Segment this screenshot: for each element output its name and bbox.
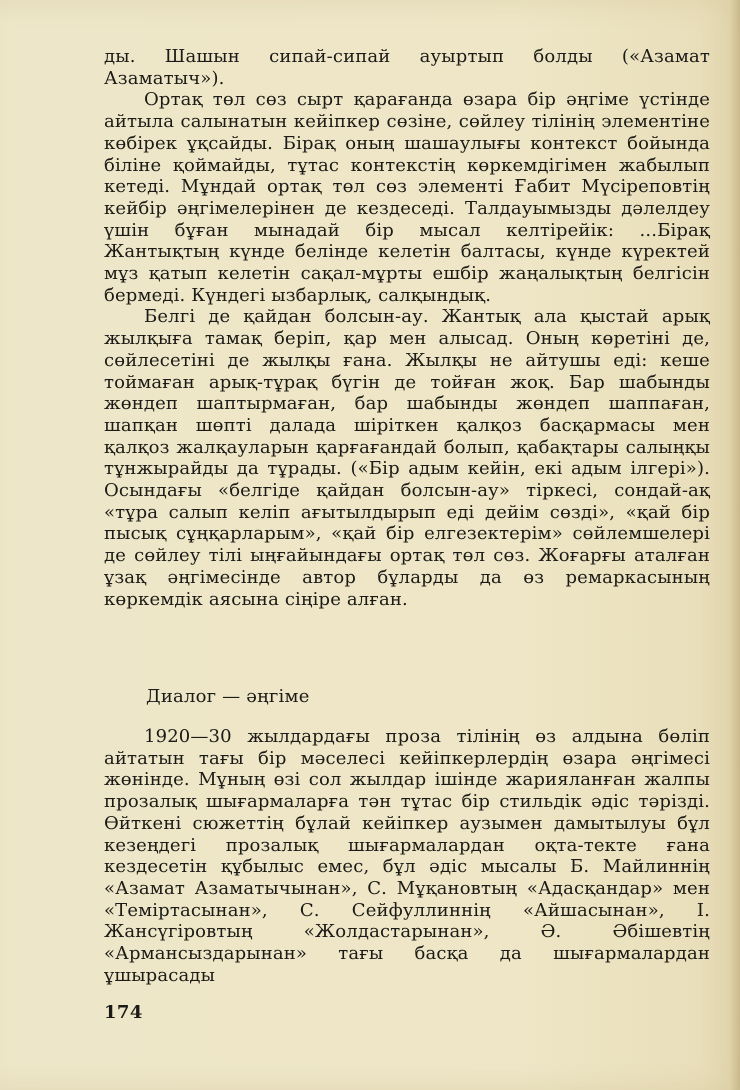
section-heading: Диалог — әңгіме	[146, 686, 310, 707]
body-text-part-two	[104, 726, 710, 986]
paragraph-dialog-intro: 1920—30 жылдардағы проза тілінің өз алдына бөліп айтатын тағы бір мәселесі кейіпкерлердің өзара әңгімесі жөнінде. Мұның өзі сол жылдар ішінде жарияланған жалпы прозалық шығармаларға тән тұтас бір стильдік әдіс тәрізді. Өйткені сюжеттің бұлай кейіпкер аузымен дамытылуы бұл кезеңдегі прозалық шығармалардан оқта-текте ғана кездесетін құбылыс емес, бұл әдіс мысалы Б. Майлиннің «Азамат Азаматычынан», С. Мұқановтың «Адасқандар» мен «Теміртасынан», С. Сейфуллиннің «Айшасынан», І. Жансүгіровтың «Жолдастарынан», Ә. Әбішевтің «Армансыздарынан» тағы басқа да шығармалардан ұшырасады	[104, 726, 710, 986]
body-text-part-one	[104, 46, 710, 610]
page-number: 174	[104, 1002, 143, 1023]
page-edge-shadow	[730, 0, 740, 1090]
paragraph-continuation: ды. Шашын сипай-сипай ауыртып болды («Азамат Азаматыч»).	[104, 46, 710, 89]
paragraph-belgi-de: Белгі де қайдан болсын-ау. Жантық ала қыстай арық жылқыға тамақ беріп, қар мен алысад. Оның көретіні де, сөйлесетіні де жылқы ғана. Жылқы не айтушы еді: кеше тоймаған арық-тұрақ бүгін де тойған жоқ. Бар шабынды жөндеп шаптырмаған, бар шабынды жөндеп шаппаған, шапқан шөпті далада шіріткен қалқоз басқармасы мен қалқоз жалқауларын қарғағандай болып, қабақтары салыңқы тұнжырайды да тұрады. («Бір адым кейін, екі адым ілгері»). Осындағы «белгіде қайдан болсын-ау» тіркесі, сондай-ақ «тұра салып келіп ағытылдырып еді дейім сөзді», «қай бір пысық сұңқарларым», «қай бір елгезектерім» сөйлемшелері де сөйлеу тілі ыңғайындағы ортақ төл сөз. Жоғарғы аталған ұзақ әңгімесінде автор бұларды да өз ремаркасының көркемдік аясына сіңіре алған.	[104, 306, 710, 610]
paragraph-ortaq-tol-soz: Ортақ төл сөз сырт қарағанда өзара бір әңгіме үстінде айтыла салынатын кейіпкер сөзіне, сөйлеу тілінің элементіне көбірек ұқсайды. Бірақ оның шашаулығы контекст бойында біліне қоймайды, тұтас контекстің көркемдігімен жабылып кетеді. Мұндай ортақ төл сөз элементі Ғабит Мүсіреповтің кейбір әңгімелерінен де кездеседі. Талдауымызды дәлелдеу үшін бұған мынадай бір мысал келтірейік: ...Бірақ Жантықтың күнде белінде келетін балтасы, күнде күректей мұз қатып келетін сақал-мұрты ешбір жаңалықтың белгісін бермеді. Күндегі ызбарлық, салқындық.	[104, 89, 710, 306]
